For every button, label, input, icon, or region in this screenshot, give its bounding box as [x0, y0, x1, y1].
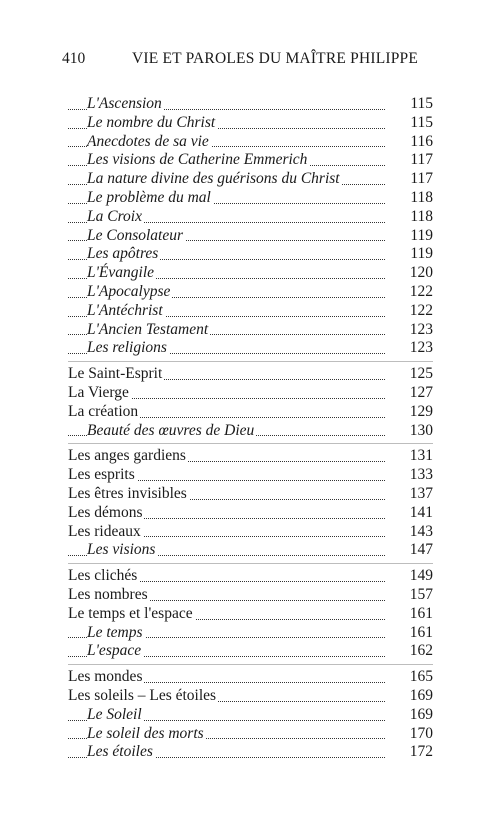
toc-entry-title: Les apôtres — [87, 245, 159, 263]
toc-entry-title: Les démons — [68, 503, 143, 521]
toc-entry-page: 115 — [410, 95, 433, 112]
toc-entry-page: 115 — [410, 113, 433, 131]
toc-subentry — [68, 624, 433, 643]
toc-entry-page: 117 — [410, 170, 433, 188]
toc-entry-title: Le problème du mal — [87, 188, 211, 206]
toc-entry — [68, 687, 433, 706]
toc-entry-title: Le Saint-Esprit — [68, 365, 163, 383]
toc-subentry — [68, 208, 433, 227]
toc-entry — [68, 384, 433, 403]
toc-subentry — [68, 264, 433, 283]
toc-entry-title: Les êtres invisibles — [68, 484, 187, 502]
toc-entry-title: La Croix — [87, 207, 142, 225]
toc-entry-page: 137 — [409, 484, 433, 502]
toc-entry-title: Les rideaux — [68, 522, 141, 540]
toc-entry-page: 161 — [409, 604, 433, 622]
toc-entry — [68, 403, 433, 422]
toc-entry-title: Le Consolateur — [87, 226, 184, 244]
section-divider — [68, 563, 433, 564]
toc-entry-page: 122 — [409, 301, 433, 319]
toc-entry-title: La création — [68, 402, 139, 420]
toc-entry — [68, 523, 433, 542]
toc-entry — [68, 504, 433, 523]
toc-entry-page: 143 — [409, 522, 433, 540]
toc-entry-title: Les religions — [87, 339, 167, 357]
toc-subentry — [68, 245, 433, 264]
toc-entry-page: 118 — [410, 188, 433, 206]
toc-entry-title: La nature divine des guérisons du Christ — [87, 170, 340, 188]
toc-entry-title: L'Ancien Testament — [87, 320, 209, 338]
toc-entry — [68, 447, 433, 466]
section-divider — [68, 443, 433, 444]
toc-entry-page: 169 — [409, 705, 433, 723]
section-divider — [68, 361, 433, 362]
toc-entry-page: 118 — [410, 207, 433, 225]
toc-subentry — [68, 642, 433, 661]
toc-entry-page: 149 — [409, 567, 433, 585]
toc-subentry — [68, 151, 433, 170]
toc-subentry — [68, 422, 433, 441]
toc-entry-title: L'Ascension — [87, 95, 162, 112]
toc-entry-title: L'Apocalypse — [87, 282, 171, 300]
page-number: 410 — [62, 50, 86, 67]
toc-entry-title: Le nombre du Christ — [87, 113, 216, 131]
toc-subentry — [68, 321, 433, 340]
toc-subentry — [68, 725, 433, 744]
toc-entry-page: 117 — [410, 151, 433, 169]
toc-subentry — [68, 95, 433, 114]
toc-entry-title: Les nombres — [68, 585, 148, 603]
toc-entry-title: Les esprits — [68, 466, 135, 484]
toc-entry-page: 169 — [409, 686, 433, 704]
toc-entry-title: Anecdotes de sa vie — [87, 132, 209, 150]
toc-entry-page: 120 — [409, 264, 433, 282]
toc-entry-title: L'Évangile — [87, 264, 155, 282]
toc-entry-title: Le temps et l'espace — [68, 604, 193, 622]
toc-subentry — [68, 706, 433, 725]
toc-entry — [68, 668, 433, 687]
toc-subentry — [68, 170, 433, 189]
toc-entry-page: 147 — [409, 541, 433, 559]
toc-entry-page: 122 — [409, 282, 433, 300]
toc-entry-page: 157 — [409, 585, 433, 603]
toc-entry-title: Les étoiles — [87, 743, 153, 761]
toc-entry-page: 123 — [409, 339, 433, 357]
toc-subentry — [68, 114, 433, 133]
toc-subentry — [68, 283, 433, 302]
toc-entry — [68, 605, 433, 624]
toc-entry-page: 141 — [409, 503, 433, 521]
toc-entry-page: 125 — [409, 365, 433, 383]
toc-entry — [68, 485, 433, 504]
table-of-contents — [68, 95, 433, 762]
toc-entry-page: 162 — [409, 642, 433, 660]
toc-entry-title: Beauté des œuvres de Dieu — [87, 421, 255, 439]
toc-subentry — [68, 133, 433, 152]
toc-entry-title: Les mondes — [68, 668, 143, 686]
toc-subentry — [68, 227, 433, 246]
toc-subentry — [68, 302, 433, 321]
toc-entry-title: L'Antéchrist — [87, 301, 163, 319]
toc-entry-page: 165 — [409, 668, 433, 686]
toc-entry-page: 131 — [409, 447, 433, 465]
toc-entry-page: 161 — [409, 623, 433, 641]
toc-subentry — [68, 339, 433, 358]
toc-entry — [68, 466, 433, 485]
toc-entry-title: Le Soleil — [87, 705, 142, 723]
toc-entry-page: 130 — [409, 421, 433, 439]
toc-subentry — [68, 189, 433, 208]
toc-entry-page: 170 — [409, 724, 433, 742]
toc-entry-page: 123 — [409, 320, 433, 338]
toc-entry-title: Les clichés — [68, 567, 138, 585]
toc-entry-title: Les visions de Catherine Emmerich — [87, 151, 308, 169]
toc-entry-page: 119 — [410, 245, 433, 263]
toc-entry-title: La Vierge — [68, 383, 129, 401]
toc-entry-title: Les anges gardiens — [68, 447, 186, 465]
toc-entry — [68, 586, 433, 605]
toc-entry-title: Le soleil des morts — [87, 724, 204, 742]
running-head — [62, 49, 436, 69]
toc-subentry — [68, 743, 433, 762]
toc-entry-page: 172 — [409, 743, 433, 761]
toc-entry-page: 127 — [409, 383, 433, 401]
toc-subentry — [68, 541, 433, 560]
toc-entry-page: 133 — [409, 466, 433, 484]
toc-entry-title: Les visions — [87, 541, 156, 559]
toc-entry — [68, 365, 433, 384]
toc-entry-page: 129 — [409, 402, 433, 420]
toc-entry-title: L'espace — [87, 642, 142, 660]
toc-entry-title: Les soleils – Les étoiles — [68, 686, 217, 704]
section-divider — [68, 664, 433, 665]
toc-entry-title: Le temps — [87, 623, 143, 641]
toc-entry — [68, 567, 433, 586]
toc-entry-page: 119 — [410, 226, 433, 244]
toc-entry-page: 116 — [410, 132, 433, 150]
running-title: VIE ET PAROLES DU MAÎTRE PHILIPPE — [132, 50, 419, 67]
